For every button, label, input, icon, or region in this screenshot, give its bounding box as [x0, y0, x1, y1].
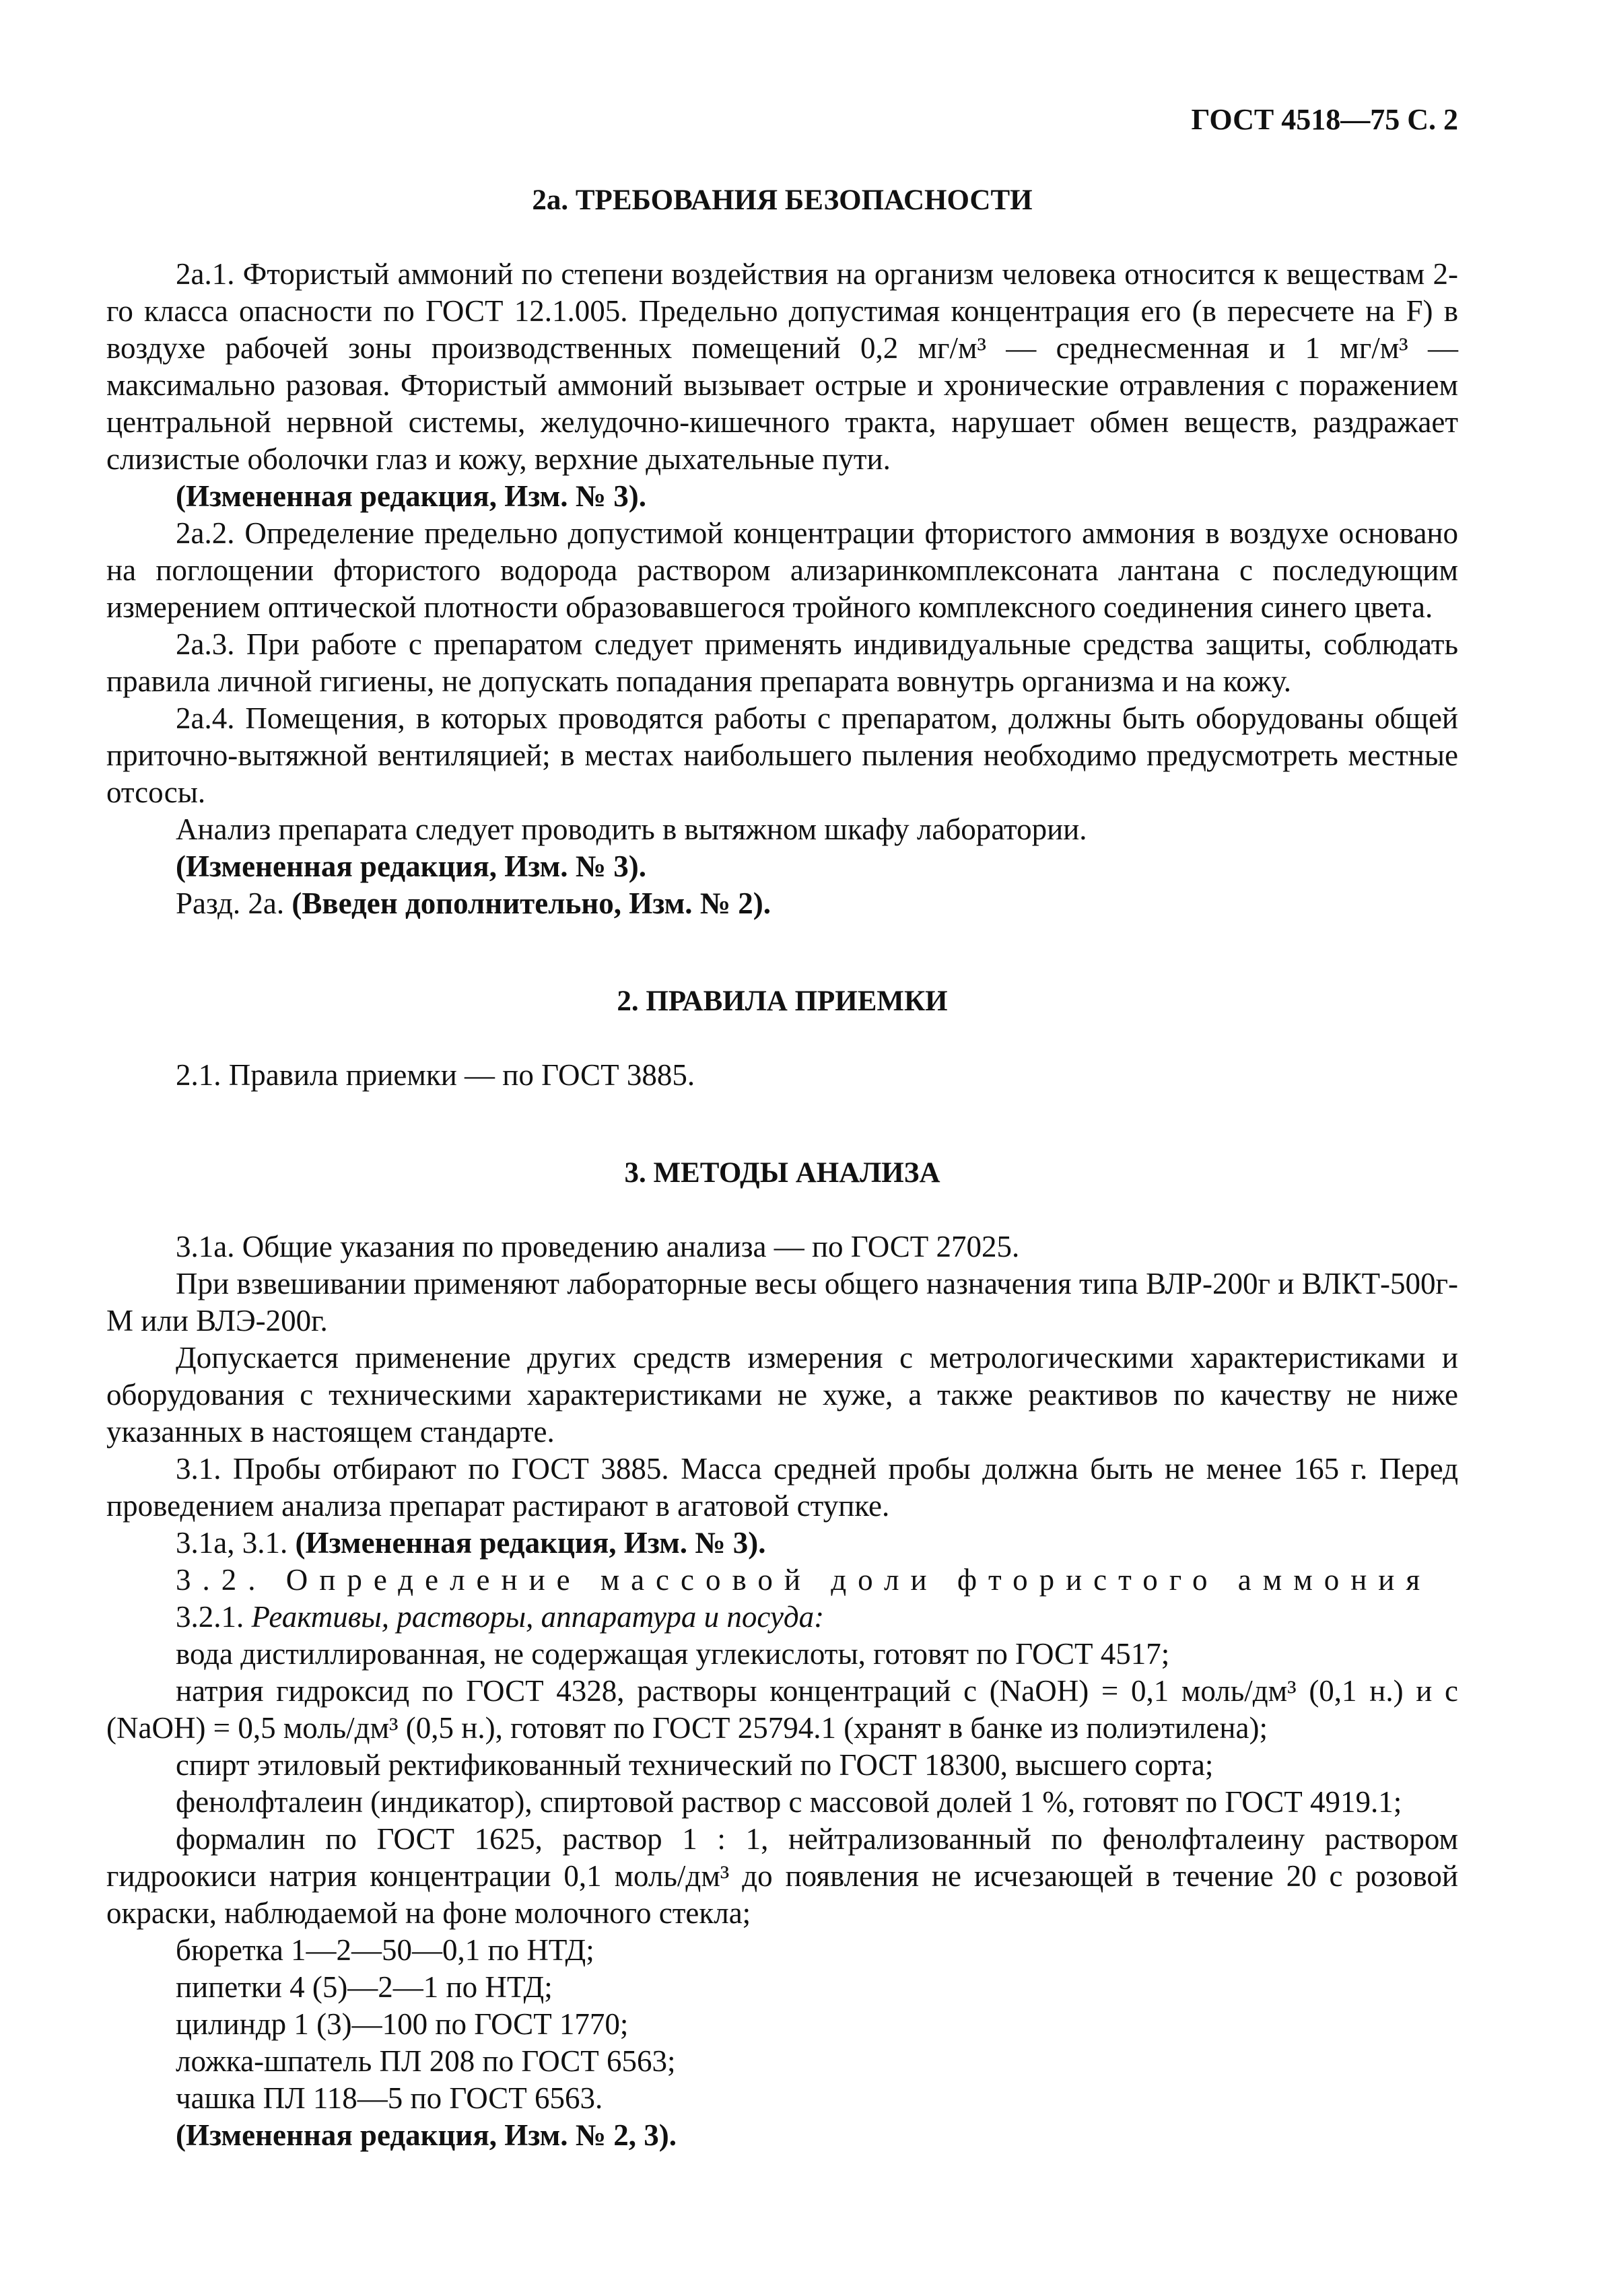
paragraph-3-2-1 [106, 1599, 1458, 1636]
paragraph-2a-1: 2а.1. Фтористый аммоний по степени воздействия на организм человека относится к веществам 2-го класса опасности по ГОСТ 12.1.005. Предельно допустимая концентрация его (в пересчете на F) в воздухе рабочей зоны производственных помещений 0,2 мг/м³ — среднесменная и 1 мг/м³ — максимально разовая. Фтористый аммоний вызывает острые и хронические отравления с поражением центральной нервной системы, желудочно-кишечного тракта, нарушает обмен веществ, раздражает слизистые оболочки глаз и кожу, верхние дыхательные пути. [106, 257, 1458, 476]
amendment-note [106, 1525, 1458, 1562]
paragraph-3-1a-weighing: При взвешивании применяют лабораторные весы общего назначения типа ВЛР-200г и ВЛКТ-500г-М или ВЛЭ-200г. [106, 1267, 1458, 1337]
amendment-bold: (Измененная редакция, Изм. № 3). [295, 1526, 766, 1560]
paragraph-2a-4: 2а.4. Помещения, в которых проводятся работы с препаратом, должны быть оборудованы общей приточно-вытяжной вентиляцией; в местах наибольшего пыления необходимо предусмотреть местные отсосы. [106, 701, 1458, 809]
list-item: чашка ПЛ 118—5 по ГОСТ 6563. [176, 2081, 603, 2115]
paragraph-3-2-heading: 3.2. Определение массовой доли фтористого аммония [176, 1563, 1432, 1597]
section-intro-bold: (Введен дополнительно, Изм. № 2). [291, 886, 771, 920]
list-item: фенолфталеин (индикатор), спиртовой раствор с массовой долей 1 %, готовят по ГОСТ 4919.1; [176, 1785, 1402, 1819]
paragraph-2a-5: Анализ препарата следует проводить в вытяжном шкафу лаборатории. [176, 812, 1087, 846]
paragraph-3-1a-alternatives: Допускается применение других средств измерения с метрологическими характеристиками и оборудования с техническими характеристиками не хуже, а также реактивов по качеству не ниже указанных в настоящем стандарте. [106, 1341, 1458, 1449]
list-item: спирт этиловый ректификованный технический по ГОСТ 18300, высшего сорта; [176, 1748, 1214, 1782]
list-item: вода дистиллированная, не содержащая углекислоты, готовят по ГОСТ 4517; [176, 1637, 1170, 1671]
list-item: ложка-шпатель ПЛ 208 по ГОСТ 6563; [176, 2044, 676, 2078]
section-title-3: 3. МЕТОДЫ АНАЛИЗА [624, 1157, 940, 1189]
paragraph-2a-3: 2а.3. При работе с препаратом следует применять индивидуальные средства защиты, соблюдать правила личной гигиены, не допускать попадания препарата вовнутрь организма и на кожу. [106, 627, 1458, 698]
amendment-note: (Измененная редакция, Изм. № 3). [176, 849, 647, 883]
paragraph-3-2-1-prefix: 3.2.1. [176, 1600, 252, 1634]
section-intro-prefix: Разд. 2а. [176, 886, 292, 920]
section-intro-note [106, 885, 1458, 922]
paragraph-2-1: 2.1. Правила приемки — по ГОСТ 3885. [176, 1058, 695, 1092]
paragraph-2a-2: 2а.2. Определение предельно допустимой концентрации фтористого аммония в воздухе основано на поглощении фтористого водорода раствором ализаринкомплексоната лантана с последующим измерением оптической плотности образовавшегося тройного комплексного соединения синего цвета. [106, 516, 1458, 624]
list-item: цилиндр 1 (3)—100 по ГОСТ 1770; [176, 2007, 629, 2041]
list-item: бюретка 1—2—50—0,1 по НТД; [176, 1933, 594, 1967]
page-header: ГОСТ 4518—75 С. 2 [1191, 103, 1458, 136]
amendment-note: (Измененная редакция, Изм. № 2, 3). [176, 2118, 677, 2152]
paragraph-3-2-1-italic: Реактивы, растворы, аппаратура и посуда: [251, 1600, 825, 1634]
list-item: формалин по ГОСТ 1625, раствор 1 : 1, нейтрализованный по фенолфталеину раствором гидроокиси натрия концентрации 0,1 моль/дм³ до появления не исчезающей в течение 20 с розовой окраски, наблюдаемой на фоне молочного стекла; [106, 1822, 1458, 1930]
list-item: пипетки 4 (5)—2—1 по НТД; [176, 1970, 553, 2004]
paragraph-3-1: 3.1. Пробы отбирают по ГОСТ 3885. Масса средней пробы должна быть не менее 165 г. Перед проведением анализа препарат растирают в агатовой ступке. [106, 1452, 1458, 1523]
amendment-prefix: 3.1а, 3.1. [176, 1526, 296, 1560]
paragraph-3-1a: 3.1а. Общие указания по проведению анализа — по ГОСТ 27025. [176, 1230, 1020, 1263]
section-title-2: 2. ПРАВИЛА ПРИЕМКИ [617, 985, 948, 1017]
document-body [106, 101, 1458, 2154]
section-title-2a: 2а. ТРЕБОВАНИЯ БЕЗОПАСНОСТИ [532, 184, 1033, 216]
amendment-note: (Измененная редакция, Изм. № 3). [176, 479, 647, 513]
list-item: натрия гидроксид по ГОСТ 4328, растворы концентраций c (NaOH) = 0,1 моль/дм³ (0,1 н.) и c (NaOH) = 0,5 моль/дм³ (0,5 н.), готовят по ГОСТ 25794.1 (хранят в банке из полиэтилена); [106, 1674, 1458, 1745]
